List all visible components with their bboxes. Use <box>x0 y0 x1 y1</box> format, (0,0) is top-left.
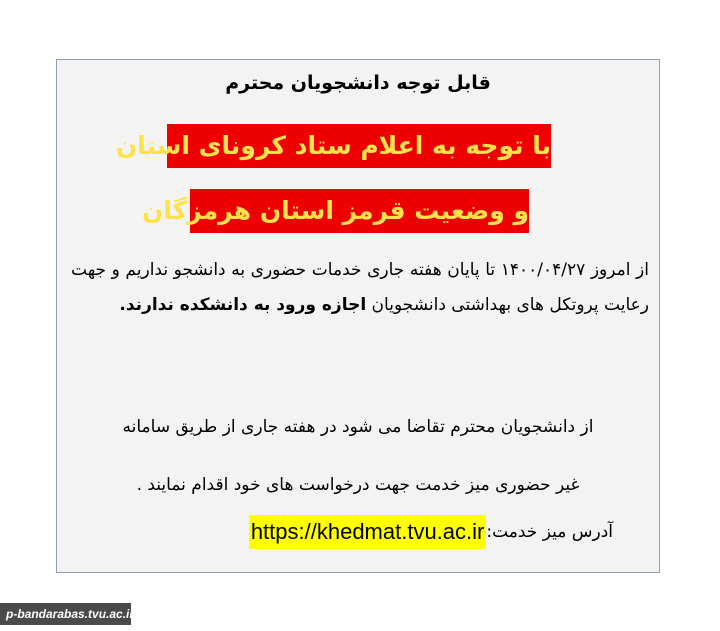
service-desk-url[interactable]: https://khedmat.tvu.ac.ir <box>249 515 487 549</box>
closure-paragraph-text: از امروز ۱۴۰۰/۰۴/۲۷ تا پایان هفته جاری خدمات حضوری به دانشجو نداریم و جهت رعایت پروتکل های بهداشتی دانشجویان <box>71 260 649 315</box>
site-watermark: p-bandarabas.tvu.ac.ir <box>0 603 131 625</box>
notice-title: قابل توجه دانشجویان محترم <box>225 72 491 94</box>
closure-paragraph <box>71 253 649 323</box>
request-line-2: غیر حضوری میز خدمت جهت درخواست های خود اقدام نمایند . <box>136 475 580 495</box>
notice-box <box>56 59 660 573</box>
service-desk-address <box>249 512 613 552</box>
request-paragraph <box>57 398 659 514</box>
red-banner-line-1: با توجه به اعلام ستاد کرونای استان <box>167 124 551 168</box>
closure-paragraph-emphasis: اجازه ورود به دانشکده ندارند. <box>119 295 367 315</box>
red-banner-line-2: و وضعیت قرمز استان هرمزگان <box>190 189 529 233</box>
request-line-1: از دانشجویان محترم تقاضا می شود در هفته جاری از طریق سامانه <box>122 417 594 437</box>
address-label: آدرس میز خدمت: <box>486 522 613 542</box>
